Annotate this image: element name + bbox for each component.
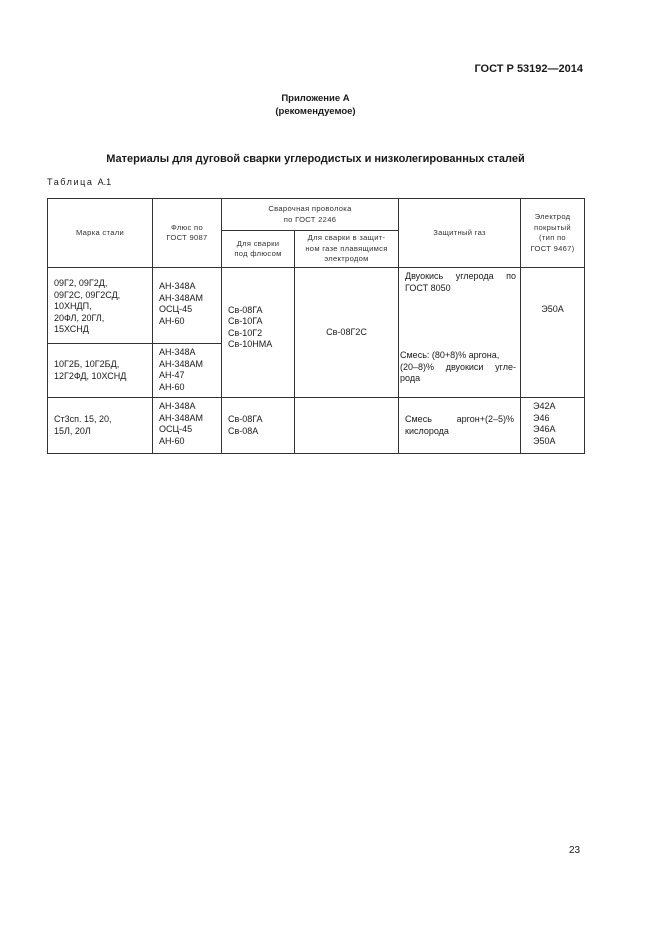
wire-in-gas-cell: Св-08Г2С [295,268,399,398]
table-row [48,398,585,454]
materials-table [47,198,585,454]
steel-grade-cell: Ст3сп. 15, 20, 15Л, 20Л [48,398,153,454]
shielding-gas-cell: Смесь аргон+(2–5)% кислорода [399,398,521,454]
appendix-title: Приложение А [281,93,350,104]
header-electrode: Электрод покрытый (тип по ГОСТ 9467) [521,199,585,268]
table-label-number: А.1 [97,177,112,187]
appendix-heading [0,92,631,118]
header-shielding-gas: Защитный газ [399,199,521,268]
flux-cell: АН-348А АН-348АМ ОСЦ-45 АН-60 [153,268,222,344]
standard-number: ГОСТ Р 53192—2014 [474,63,583,75]
wire-under-flux-cell: Св-08ГА Св-08А [222,398,295,454]
flux-cell: АН-348А АН-348АМ АН-47 АН-60 [153,344,222,398]
steel-grade-cell: 09Г2, 09Г2Д, 09Г2С, 09Г2СД, 10ХНДП, 20ФЛ, 20ГЛ, 15ХСНД [48,268,153,344]
appendix-subtitle: (рекомендуемое) [275,106,356,117]
gas-argon-mix: Смесь: (80+8)% аргона, (20–8)% двуокиси угле- рода [400,350,516,383]
gas-co2: Двуокись углерода по ГОСТ 8050 [405,271,516,293]
wire-in-gas-cell [295,398,399,454]
page-number: 23 [569,845,581,856]
wire-under-flux-cell: Св-08ГА Св-10ГА Св-10Г2 Св-10НМА [222,268,295,398]
flux-cell: АН-348А АН-348АМ ОСЦ-45 АН-60 [153,398,222,454]
header-flux: Флюс по ГОСТ 9087 [153,199,222,268]
header-wire-under-flux: Для сварки под флюсом [222,231,295,268]
table-label-word: Таблица [47,177,94,187]
table-label [47,177,111,187]
header-wire-in-gas: Для сварки в защит- ном газе плавящимся электродом [295,231,399,268]
electrode-cell: Э50А [521,268,585,398]
table-row [48,268,585,344]
steel-grade-cell: 10Г2Б, 10Г2БД, 12Г2ФД, 10ХСНД [48,344,153,398]
header-steel-grade: Марка стали [48,199,153,268]
section-heading: Материалы для дуговой сварки углеродистых и низколегированных сталей [106,153,525,165]
shielding-gas-cell [399,268,521,398]
header-welding-wire: Сварочная проволока по ГОСТ 2246 [222,199,399,231]
electrode-cell: Э42А Э46 Э46А Э50А [521,398,585,454]
